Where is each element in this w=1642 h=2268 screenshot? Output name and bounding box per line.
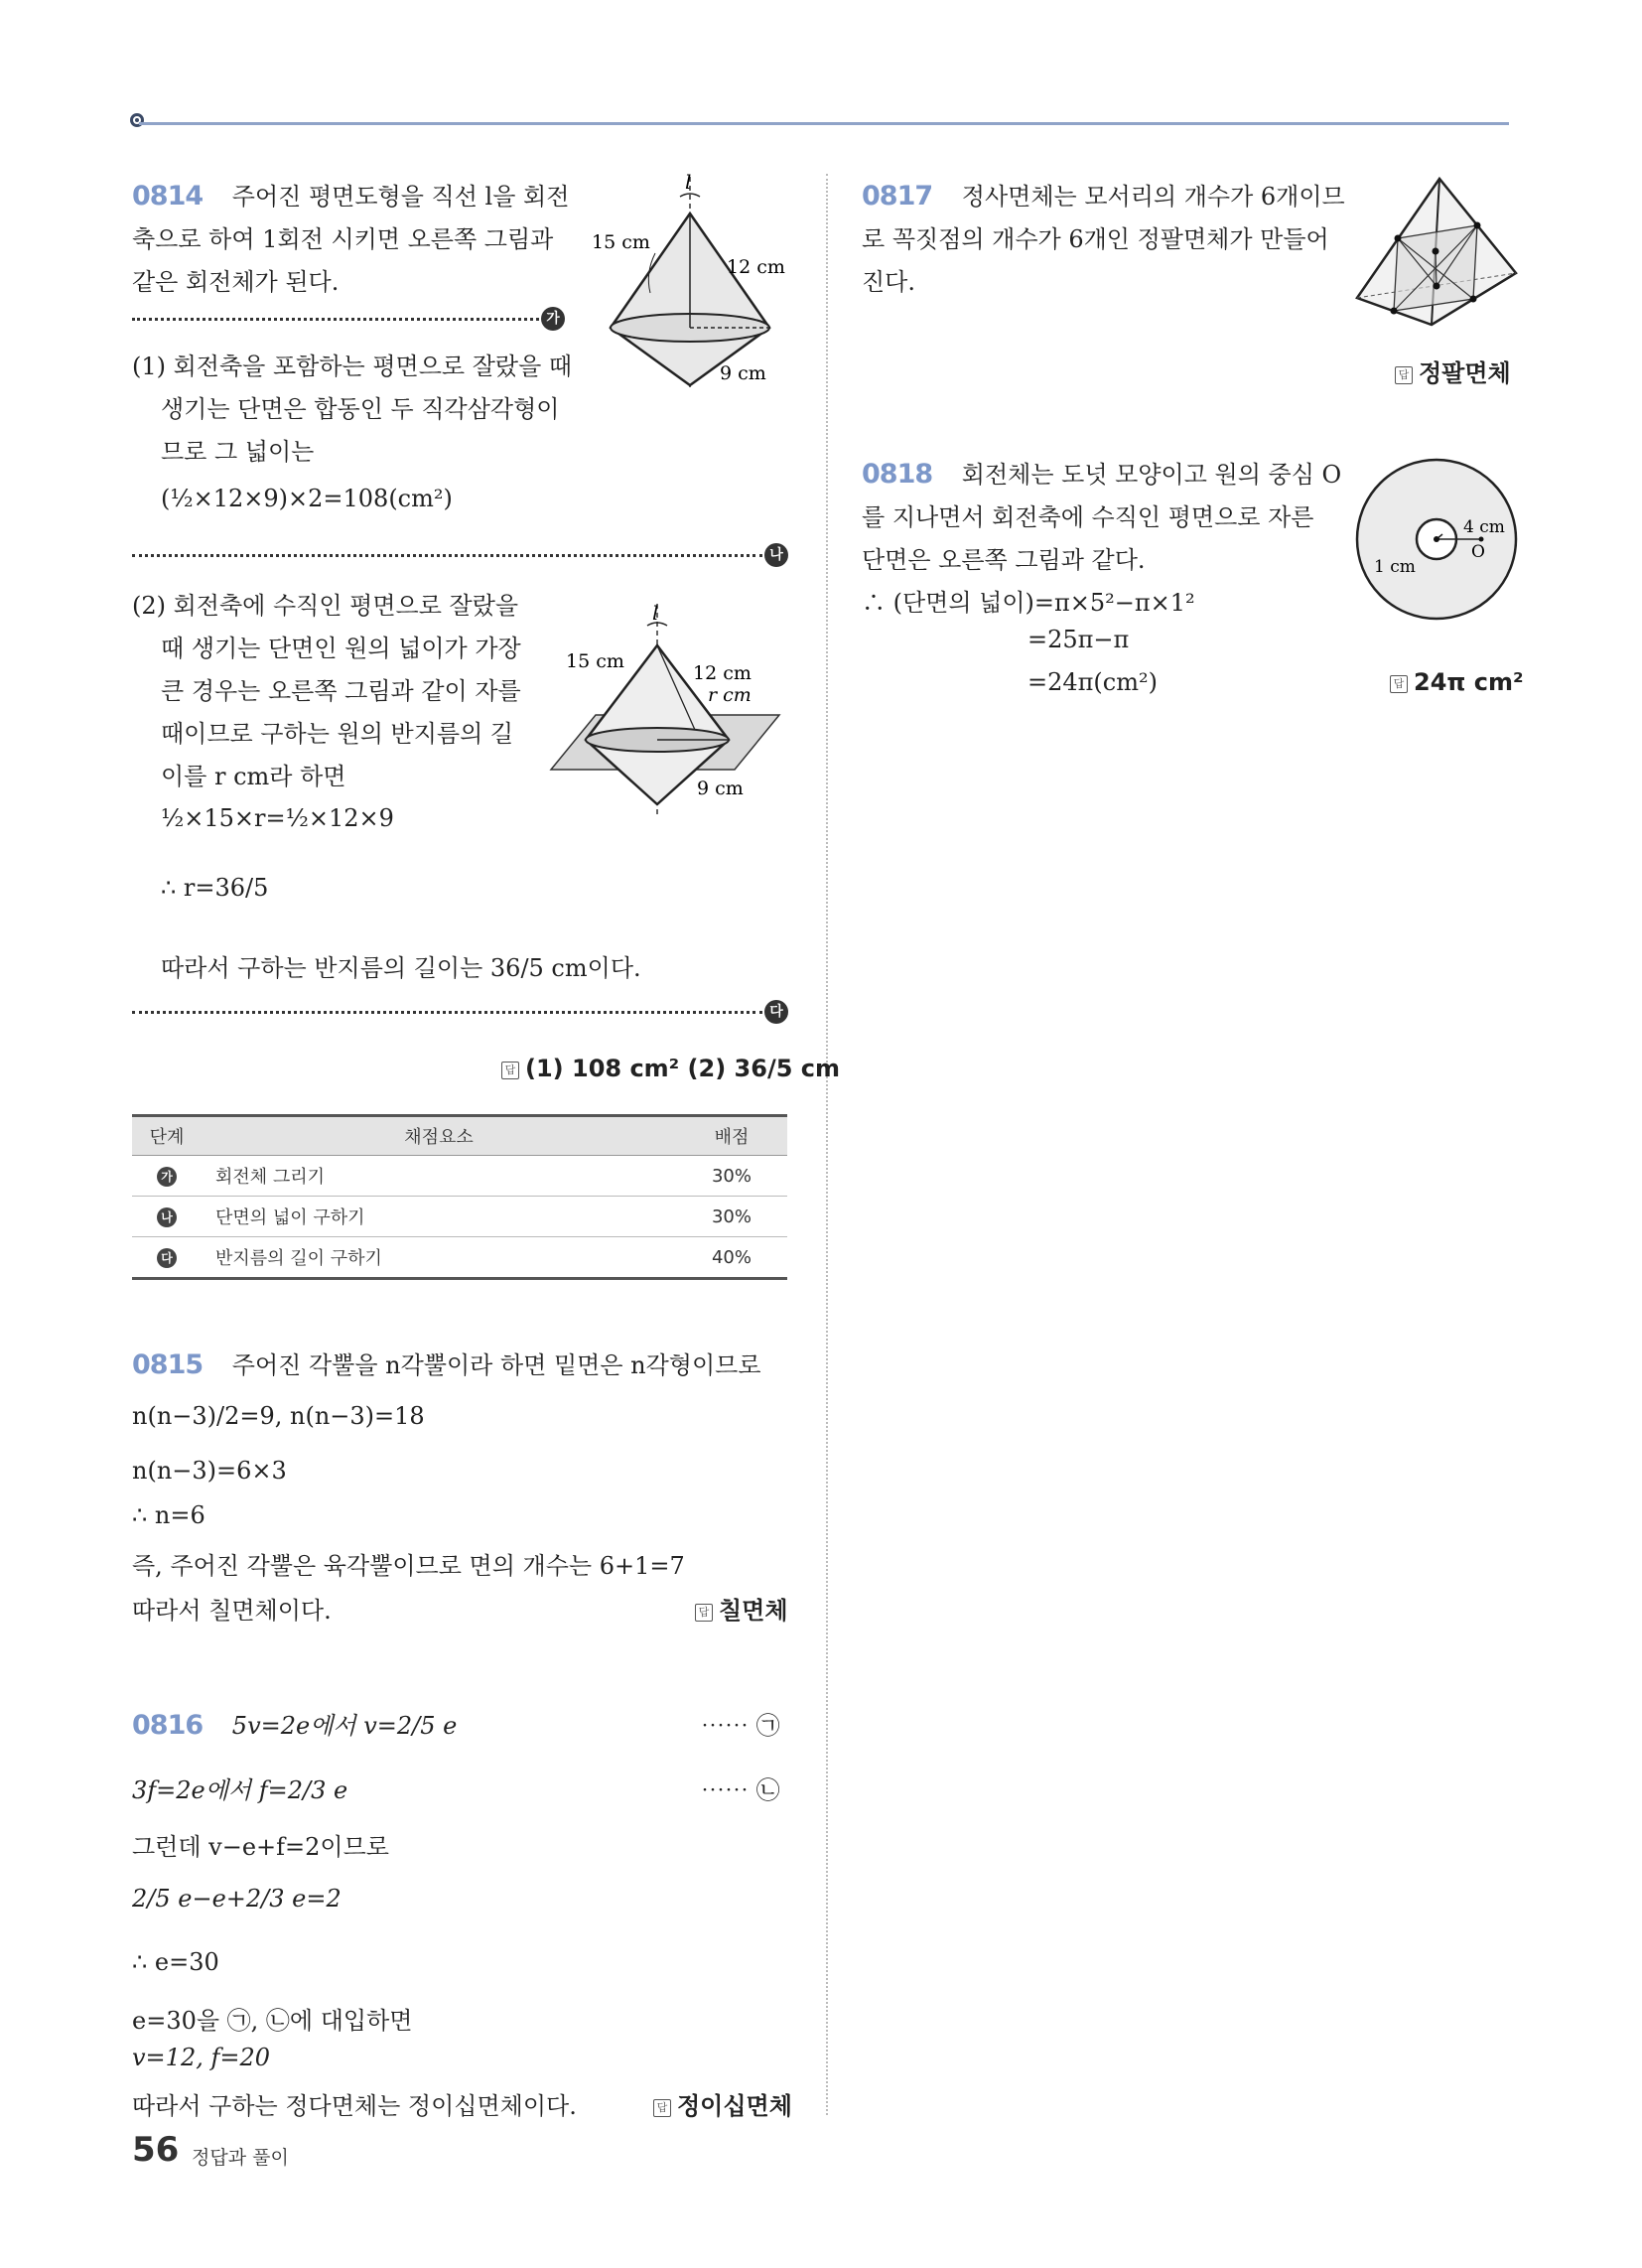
step2-line-1: (2) 회전축에 수직인 평면으로 잘랐을 [132,592,519,620]
header-rule [139,122,1509,125]
intro-line-3: 같은 회전체가 된다. [132,268,340,296]
scoring-table [132,1114,787,1280]
double-cone-plane-figure [546,596,784,824]
line-3: 단면은 오른쪽 그림과 같다. [862,546,1146,574]
line-2: 3f=2e에서 f=2/3 e [132,1776,348,1804]
equation-3: =24π(cm²) [1027,668,1158,696]
line-4: ∴ n=6 [132,1501,205,1529]
line-1: 회전체는 도넛 모양이고 원의 중심 O [961,461,1342,489]
equation-3: ∴ r=36/5 [161,874,269,902]
tag-2: ⋯⋯ ㉡ [701,1776,780,1804]
inner-radius-label: 1 cm [1374,557,1416,577]
line-1: 5v=2e에서 v=2/5 e [231,1712,458,1740]
line-2: n(n−3)/2=9, n(n−3)=18 [132,1402,425,1430]
answer-0814: 답 (1) 108 cm² (2) 36/5 cm [501,1055,840,1082]
line-1: 정사면체는 모서리의 개수가 6개이므 [961,183,1345,211]
lower-label: 9 cm [720,362,766,384]
axis-label: l [652,601,659,625]
line-3: 그런데 v−e+f=2이므로 [132,1833,389,1861]
radius-label: r cm [708,684,752,706]
problem-number: 0815 [132,1349,204,1380]
height-label: 12 cm [727,256,785,278]
separator-3 [132,1011,762,1014]
problem-number: 0814 [132,181,204,212]
line-8: 따라서 구하는 정다면체는 정이십면체이다. [132,2092,577,2120]
line-6: 따라서 칠면체이다. [132,1597,332,1625]
height-label: 12 cm [693,662,752,684]
answer-0816: 답 정이십면체 [653,2086,792,2121]
step1-line-3: 므로 그 넓이는 [161,438,315,466]
answer-icon: 답 [653,2099,671,2117]
line-2: 를 지나면서 회전축에 수직인 평면으로 자른 [862,503,1314,531]
tag-1: ⋯⋯ ㉠ [701,1712,780,1740]
intro-line-1: 주어진 평면도형을 직선 l을 회전 [231,183,570,211]
intro-line-2: 축으로 하여 1회전 시키면 오른쪽 그림과 [132,225,554,253]
conclusion: 따라서 구하는 반지름의 길이는 36/5 cm이다. [161,954,641,982]
table-row: 다 반지름의 길이 구하기 40% [132,1237,787,1279]
line-4: 2/5 e−e+2/3 e=2 [132,1885,342,1913]
center-label: O [1471,542,1485,562]
line-5: ∴ e=30 [132,1948,219,1976]
line-3: 진다. [862,268,915,296]
answer-icon: 답 [695,1604,713,1622]
outer-radius-label: 4 cm [1463,517,1505,537]
step2-line-4: 때이므로 구하는 원의 반지름의 길 [161,720,514,748]
answer-0817: 답 정팔면체 [1395,354,1511,388]
column-divider [826,174,828,2115]
line-7: v=12, f=20 [132,2044,270,2071]
slant-label: 15 cm [566,650,624,672]
answer-0818: 답 24π cm² [1390,668,1523,696]
problem-number: 0817 [862,181,933,212]
line-6: e=30을 ㉠, ㉡에 대입하면 [132,2007,413,2035]
separator-1 [132,318,539,321]
col-item: 채점요소 [202,1116,676,1156]
slant-label: 15 cm [592,231,650,253]
answer-icon: 답 [1390,675,1408,693]
mark-ga: 가 [541,307,565,331]
table-row: 나 단면의 넓이 구하기 30% [132,1197,787,1237]
table-row: 가 회전체 그리기 30% [132,1156,787,1197]
line-2: 로 꼭짓점의 개수가 6개인 정팔면체가 만들어 [862,225,1329,253]
line-5: 즉, 주어진 각뿔은 육각뿔이므로 면의 개수는 6+1=7 [132,1552,685,1580]
mark-da: 다 [764,1000,788,1024]
double-cone-figure [586,169,814,397]
col-step: 단계 [132,1116,202,1156]
separator-2 [132,554,762,557]
octahedron-in-tetrahedron-figure [1352,174,1521,333]
col-points: 배점 [676,1116,787,1156]
equation-2: ½×15×r=½×12×9 [161,804,394,832]
answer-0815: 답 칠면체 [695,1591,788,1626]
problem-number: 0816 [132,1710,204,1741]
line-3: n(n−3)=6×3 [132,1457,287,1485]
equation-2: =25π−π [1027,626,1130,653]
lower-label: 9 cm [697,778,744,799]
problem-number: 0818 [862,459,933,490]
axis-label: l [685,170,692,194]
answer-icon: 답 [501,1062,519,1079]
step1-line-1: (1) 회전축을 포함하는 평면으로 잘랐을 때 [132,353,573,380]
step2-line-2: 때 생기는 단면인 원의 넓이가 가장 [161,635,521,662]
equation-1: ∴ (단면의 넓이)=π×5²−π×1² [862,589,1195,617]
step2-line-5: 이를 r cm라 하면 [161,763,346,790]
mark-na: 나 [764,543,788,567]
step1-line-2: 생기는 단면은 합동인 두 직각삼각형이 [161,395,560,423]
page-number: 56 [132,2130,180,2170]
line-1: 주어진 각뿔을 n각뿔이라 하면 밑면은 n각형이므로 [231,1351,761,1379]
page-label: 정답과 풀이 [192,2147,289,2169]
answer-icon: 답 [1395,366,1413,384]
annulus-figure [1352,455,1521,624]
step2-line-3: 큰 경우는 오른쪽 그림과 같이 자를 [161,677,521,705]
equation-1: (½×12×9)×2=108(cm²) [161,485,453,512]
